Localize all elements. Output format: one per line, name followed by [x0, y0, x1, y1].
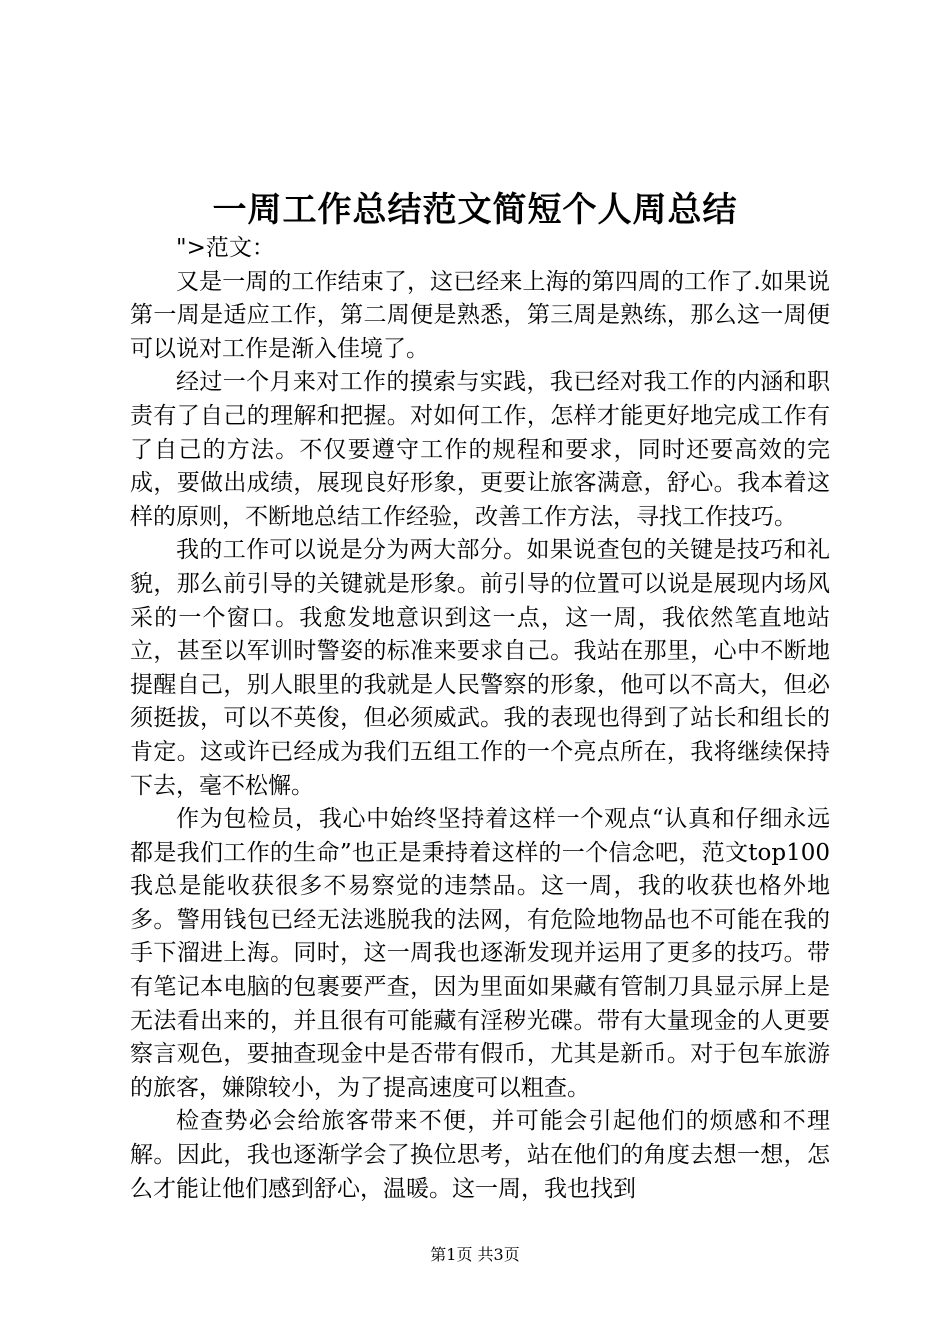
page-number-footer: 第1页 共3页 [430, 1245, 520, 1264]
paragraph: 我的工作可以说是分为两大部分。如果说查包的关键是技巧和礼貌，那么前引导的关键就是形象。前引导的位置可以说是展现内场风采的一个窗口。我愈发地意识到这一点，这一周，我依然笔直地站立，甚至以军训时警姿的标准来要求自己。我站在那里，心中不断地提醒自己，别人眼里的我就是人民警察的形象，他可以不高大，但必须挺拔，可以不英俊，但必须威武。我的表现也得到了站长和组长的肯定。这或许已经成为我们五组工作的一个亮点所在，我将继续保持下去，毫不松懈。 [130, 537, 830, 799]
paragraph-source-label: ">范文： [176, 235, 275, 261]
paragraph: 经过一个月来对工作的摸索与实践，我已经对我工作的内涵和职责有了自己的理解和把握。对如何工作，怎样才能更好地完成工作有了自己的方法。不仅要遵守工作的规程和要求，同时还要高效的完成，要做出成绩，展现良好形象，更要让旅客满意，舒心。我本着这样的原则，不断地总结工作经验，改善工作方法，寻找工作技巧。 [130, 369, 830, 530]
paragraph: 检查势必会给旅客带来不便，并可能会引起他们的烦感和不理解。因此，我也逐渐学会了换位思考，站在他们的角度去想一想，怎么才能让他们感到舒心，温暖。这一周，我也找到 [130, 1108, 830, 1202]
paragraph: 作为包检员，我心中始终坚持着这样一个观点“认真和仔细永远都是我们工作的生命”也正是秉持着这样的一个信念吧，范文top100我总是能收获很多不易察觉的违禁品。这一周，我的收获也格外地多。警用钱包已经无法逃脱我的法网，有危险地物品也不可能在我的手下溜进上海。同时，这一周我也逐渐发现并运用了更多的技巧。带有笔记本电脑的包裹要严查，因为里面如果藏有管制刀具显示屏上是无法看出来的，并且很有可能藏有淫秽光碟。带有大量现金的人更要察言观色，要抽查现金中是否带有假币，尤其是新币。对于包车旅游的旅客，嫌隙较小，为了提高速度可以粗查。 [130, 806, 830, 1101]
document-body [130, 232, 830, 1206]
document-title: 一周工作总结范文简短个人周总结 [212, 190, 738, 230]
paragraph: 又是一周的工作结束了，这已经来上海的第四周的工作了.如果说第一周是适应工作，第二周便是熟悉，第三周是熟练，那么这一周便可以说对工作是渐入佳境了。 [130, 268, 830, 362]
